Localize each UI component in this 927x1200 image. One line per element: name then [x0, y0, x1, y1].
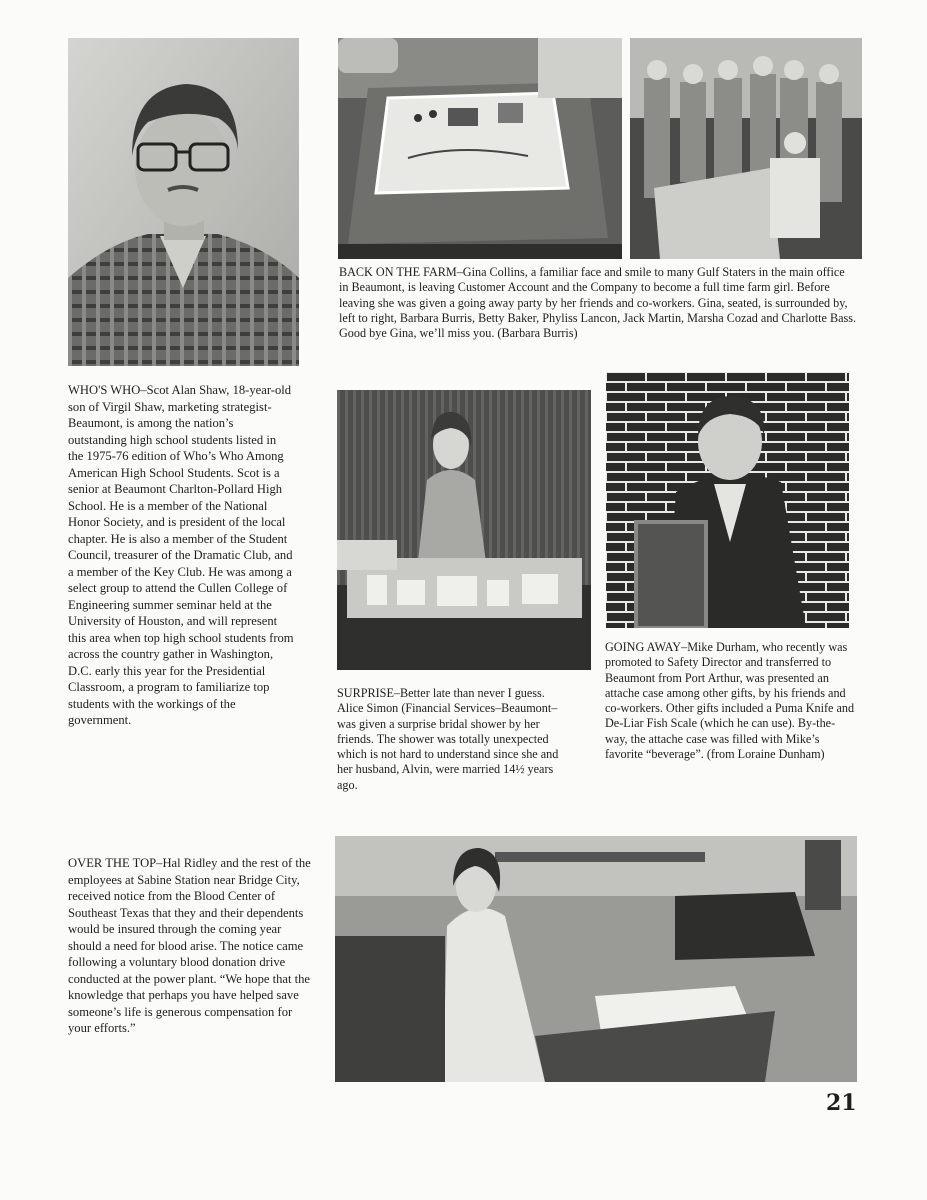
whos-who-caption: WHO'S WHO–Scot Alan Shaw, 18-year-old son of Virgil Shaw, marketing strategist-Beaumont, is among the nation’s outstanding high school students listed in the 1975-76 edition of Who’s Who Among American High School Students. Scot is a senior at Beaumont Charlton-Pollard High School. He is a member of the National Honor Society, and is president of the local chapter. He is also a member of the Student Council, treasurer of the Dramatic Club, and a member of the Key Club. He was among a select group to attend the Cullen College of Engineering summer seminar held at the University of Houston, and will represent this area when top high school students from across the country gather in Washington, D.C. early this year for the Presidential Classroom, a program to familiarize top students with the workings of the government.: [68, 383, 294, 727]
page-number: 21: [826, 1090, 857, 1116]
back-on-the-farm-caption: BACK ON THE FARM–Gina Collins, a familiar face and smile to many Gulf Staters in the main office in Beaumont, is leaving Customer Account and the Company to become a full time farm girl. Before leaving she was given a going away party by her friends and co-workers. Gina, seated, is surrounded by, left to right, Barbara Burris, Betty Baker, Phyliss Lancon, Jack Martin, Marsha Cozad and Charlotte Bass. Good bye Gina, we’ll miss you. (Barbara Burris): [339, 265, 857, 341]
over-the-top-caption: OVER THE TOP–Hal Ridley and the rest of the employees at Sabine Station near Bridge City, received notice from the Blood Center of Southeast Texas that they and their dependents would be insured through the coming year should a need for blood arise. The notice came following a voluntary blood donation drive conducted at the power plant. “We hope that the knowledge that perhaps you have helped save someone’s life is generous compensation for your efforts.”: [68, 856, 311, 1035]
attache-case-photo: [606, 372, 849, 628]
cake-photo: [338, 38, 622, 259]
going-away-caption: GOING AWAY–Mike Durham, who recently was promoted to Safety Director and transferred to Beaumont from Port Arthur, was presented an attache case among other gifts, by his friends and co-workers. Other gifts included a Puma Knife and De-Liar Fish Scale (which he can use). By-the-way, the attache case was filled with Mike’s favorite “beverage”. (from Loraine Dunham): [605, 640, 855, 762]
surprise-caption: SURPRISE–Better late than never I guess. Alice Simon (Financial Services–Beaumont– was given a surprise bridal shower by her friends. The shower was totally unexpected which is not hard to understand since she and her husband, Alvin, were married 14½ years ago.: [337, 686, 559, 792]
portrait-photo: [68, 38, 299, 366]
bridal-shower-photo: [337, 390, 591, 670]
group-photo: [630, 38, 862, 259]
blood-donation-photo: [335, 836, 857, 1082]
